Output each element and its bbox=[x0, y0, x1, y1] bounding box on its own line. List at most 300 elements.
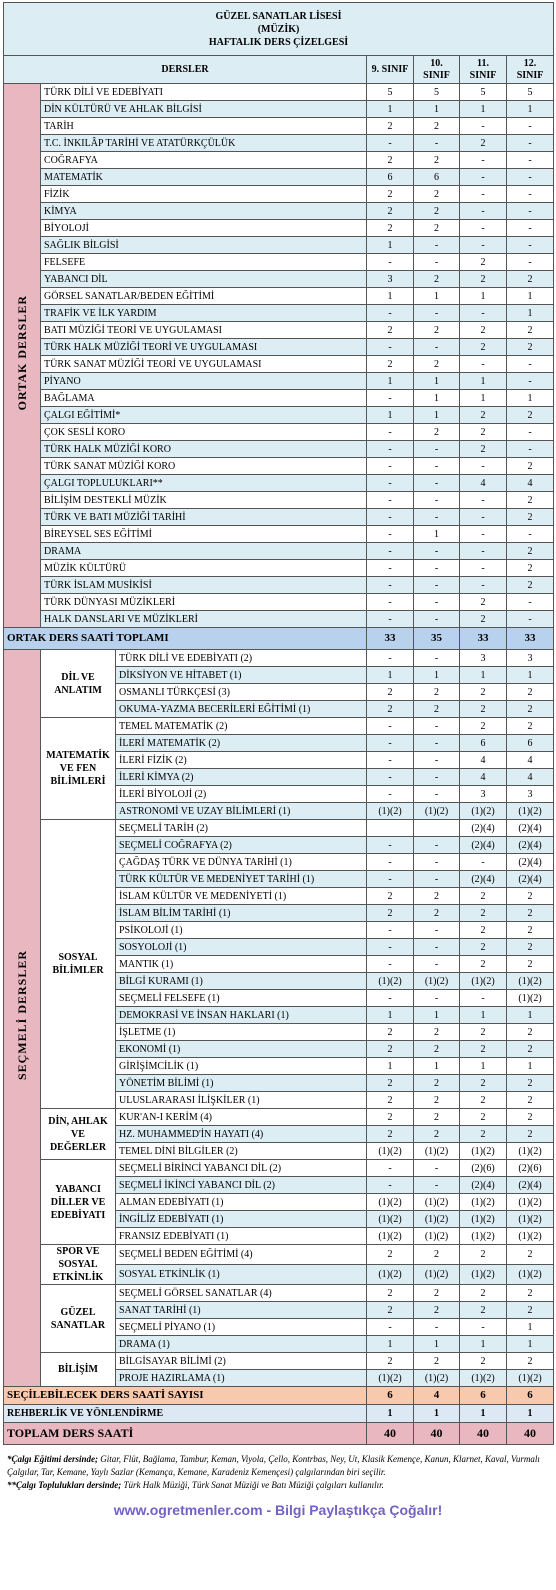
grade-value: 1 bbox=[367, 373, 414, 390]
grade-value: - bbox=[367, 939, 414, 956]
lesson-name: İNGİLİZ EDEBİYATI (1) bbox=[116, 1211, 367, 1228]
grade-value: 2 bbox=[460, 718, 507, 735]
lesson-name: TÜRK DİLİ VE EDEBİYATI bbox=[41, 84, 367, 101]
grade-value: 2 bbox=[507, 458, 554, 475]
grade-value: - bbox=[460, 356, 507, 373]
summary-row bbox=[4, 1387, 554, 1405]
grade-value: - bbox=[414, 871, 460, 888]
grade-value: - bbox=[414, 509, 460, 526]
table-row bbox=[4, 390, 554, 407]
table-row bbox=[4, 135, 554, 152]
table-row bbox=[4, 594, 554, 611]
grade-value: - bbox=[414, 769, 460, 786]
grade-value: - bbox=[507, 118, 554, 135]
grade-value: - bbox=[460, 203, 507, 220]
grade-value: (1)(2) bbox=[507, 1211, 554, 1228]
lesson-name: SEÇMELİ PİYANO (1) bbox=[116, 1319, 367, 1336]
grade-value: 2 bbox=[460, 322, 507, 339]
grade-value: (1)(2) bbox=[414, 1370, 460, 1387]
grade-value: 1 bbox=[507, 1336, 554, 1353]
grade-value: 2 bbox=[367, 1302, 414, 1319]
grade-value: (2)(6) bbox=[460, 1160, 507, 1177]
grade-value: (2)(4) bbox=[507, 1177, 554, 1194]
grade-value: 4 bbox=[460, 475, 507, 492]
grade-value: 2 bbox=[507, 339, 554, 356]
grade-value: - bbox=[367, 526, 414, 543]
grade-value: 2 bbox=[460, 922, 507, 939]
lesson-name: TEMEL MATEMATİK (2) bbox=[116, 718, 367, 735]
grade-value: 2 bbox=[414, 424, 460, 441]
grade-value: 2 bbox=[367, 356, 414, 373]
grade-value: (1)(2) bbox=[507, 1194, 554, 1211]
grade-value: 1 bbox=[460, 667, 507, 684]
summary-row bbox=[4, 1423, 554, 1445]
grade-value: - bbox=[460, 458, 507, 475]
lesson-name: ALMAN EDEBİYATI (1) bbox=[116, 1194, 367, 1211]
grade-value: - bbox=[367, 650, 414, 667]
grade-value: - bbox=[367, 769, 414, 786]
elective-group-label: BİLİŞİM bbox=[41, 1353, 116, 1387]
grade-value: 2 bbox=[460, 424, 507, 441]
grade-value: 2 bbox=[507, 1092, 554, 1109]
grade-value: 2 bbox=[414, 1285, 460, 1302]
grade-value: - bbox=[367, 854, 414, 871]
lesson-name: GİRİŞİMCİLİK (1) bbox=[116, 1058, 367, 1075]
grade-value: - bbox=[367, 956, 414, 973]
grade-value: 2 bbox=[460, 1075, 507, 1092]
grade-value: (1)(2) bbox=[414, 1265, 460, 1285]
grade-value: 2 bbox=[460, 1245, 507, 1265]
lesson-name: MANTIK (1) bbox=[116, 956, 367, 973]
grade-value: 4 bbox=[460, 769, 507, 786]
table-row bbox=[4, 1245, 554, 1265]
grade-value: 2 bbox=[507, 718, 554, 735]
grade-value: 3 bbox=[367, 271, 414, 288]
grade-value: 2 bbox=[414, 1041, 460, 1058]
title-line: HAFTALIK DERS ÇİZELGESİ bbox=[208, 36, 349, 48]
grade-value: - bbox=[414, 441, 460, 458]
grade-value: (1)(2) bbox=[507, 1265, 554, 1285]
grade-value: (2)(4) bbox=[460, 871, 507, 888]
lesson-name: ASTRONOMİ VE UZAY BİLİMLERİ (1) bbox=[116, 803, 367, 820]
elective-section-text: SEÇMELİ DERSLER bbox=[14, 950, 29, 1081]
grade-value: 1 bbox=[414, 373, 460, 390]
grade-value: (1)(2) bbox=[367, 1265, 414, 1285]
lesson-name: ÇALGI EĞİTİMİ* bbox=[41, 407, 367, 424]
lesson-name: ÇALGI TOPLULUKLARI** bbox=[41, 475, 367, 492]
grade-value: (1)(2) bbox=[460, 1370, 507, 1387]
grade-value: 2 bbox=[367, 701, 414, 718]
grade-value: - bbox=[460, 560, 507, 577]
grade-value: (1)(2) bbox=[460, 1143, 507, 1160]
grade-value: 2 bbox=[460, 684, 507, 701]
grade-value: 3 bbox=[460, 786, 507, 803]
grade-value: 6 bbox=[507, 1387, 554, 1405]
grade-header-11: 11. SINIF bbox=[460, 56, 507, 84]
grade-value: (2)(4) bbox=[507, 837, 554, 854]
grade-value: (1)(2) bbox=[414, 1194, 460, 1211]
grade-value: - bbox=[414, 305, 460, 322]
grade-value: - bbox=[414, 956, 460, 973]
grade-value: 2 bbox=[414, 322, 460, 339]
grade-value: (1)(2) bbox=[367, 973, 414, 990]
grade-value: - bbox=[414, 718, 460, 735]
lesson-name: HALK DANSLARI VE MÜZİKLERİ bbox=[41, 611, 367, 628]
grade-value: 1 bbox=[460, 1058, 507, 1075]
grade-value: - bbox=[460, 577, 507, 594]
grade-value: 1 bbox=[507, 1405, 554, 1423]
grade-value: - bbox=[367, 509, 414, 526]
grade-value: (1)(2) bbox=[414, 1211, 460, 1228]
elective-group-label: SOSYAL BİLİMLER bbox=[41, 820, 116, 1109]
grade-value: (1)(2) bbox=[414, 803, 460, 820]
grade-value bbox=[414, 820, 460, 837]
lesson-name: SAĞLIK BİLGİSİ bbox=[41, 237, 367, 254]
grade-value: - bbox=[367, 560, 414, 577]
table-row bbox=[4, 101, 554, 118]
grade-value: 2 bbox=[460, 1353, 507, 1370]
lesson-name: MÜZİK KÜLTÜRÜ bbox=[41, 560, 367, 577]
table-row bbox=[4, 203, 554, 220]
grade-value: 1 bbox=[507, 1058, 554, 1075]
table-row bbox=[4, 271, 554, 288]
grade-value: 6 bbox=[367, 169, 414, 186]
grade-value bbox=[367, 820, 414, 837]
grade-value: - bbox=[367, 424, 414, 441]
grade-value: - bbox=[460, 854, 507, 871]
grade-value: 1 bbox=[367, 288, 414, 305]
grade-value: 2 bbox=[367, 118, 414, 135]
grade-value: 1 bbox=[460, 288, 507, 305]
grade-value: 2 bbox=[414, 1126, 460, 1143]
grade-value: - bbox=[460, 118, 507, 135]
grade-value: 2 bbox=[367, 1285, 414, 1302]
grade-value: 2 bbox=[460, 956, 507, 973]
grade-value: 2 bbox=[460, 701, 507, 718]
grade-value: 2 bbox=[367, 1245, 414, 1265]
lesson-name: YABANCI DİL bbox=[41, 271, 367, 288]
lesson-name: COĞRAFYA bbox=[41, 152, 367, 169]
grade-value: 2 bbox=[507, 1285, 554, 1302]
grade-value: - bbox=[414, 135, 460, 152]
grade-value: 2 bbox=[367, 905, 414, 922]
grade-value: (1)(2) bbox=[507, 1143, 554, 1160]
lesson-name: SEÇMELİ BEDEN EĞİTİMİ (4) bbox=[116, 1245, 367, 1265]
grade-value: - bbox=[414, 611, 460, 628]
grade-value: - bbox=[460, 492, 507, 509]
grade-value: - bbox=[367, 786, 414, 803]
footnote-label: *Çalgı Eğitimi dersinde; bbox=[7, 1454, 99, 1464]
title-row bbox=[4, 3, 554, 56]
lesson-name: İLERİ BİYOLOJİ (2) bbox=[116, 786, 367, 803]
grade-value: (2)(6) bbox=[507, 1160, 554, 1177]
table-row bbox=[4, 458, 554, 475]
grade-value: 2 bbox=[507, 1109, 554, 1126]
grade-value: - bbox=[414, 475, 460, 492]
grade-value: 2 bbox=[367, 186, 414, 203]
grade-value: - bbox=[414, 1319, 460, 1336]
grade-value: (1)(2) bbox=[367, 1194, 414, 1211]
table-row bbox=[4, 220, 554, 237]
grade-value: 1 bbox=[460, 1336, 507, 1353]
grade-value: (1)(2) bbox=[367, 1143, 414, 1160]
grade-value: 4 bbox=[507, 475, 554, 492]
elective-group-label: DİN, AHLAK VE DEĞERLER bbox=[41, 1109, 116, 1160]
grade-value: - bbox=[414, 1177, 460, 1194]
grade-value: 2 bbox=[507, 1126, 554, 1143]
elective-group-label: DİL VE ANLATIM bbox=[41, 650, 116, 718]
lesson-name: TÜRK HALK MÜZİĞİ TEORİ VE UYGULAMASI bbox=[41, 339, 367, 356]
lesson-name: BİYOLOJİ bbox=[41, 220, 367, 237]
grade-value: 1 bbox=[414, 1336, 460, 1353]
grade-value: - bbox=[414, 492, 460, 509]
table-row bbox=[4, 577, 554, 594]
lesson-name: ÇOK SESLİ KORO bbox=[41, 424, 367, 441]
table-row bbox=[4, 356, 554, 373]
grade-value: 4 bbox=[507, 769, 554, 786]
grade-value: - bbox=[414, 735, 460, 752]
table-row bbox=[4, 543, 554, 560]
grade-value: 2 bbox=[507, 1302, 554, 1319]
grade-value: - bbox=[460, 305, 507, 322]
grade-value: 40 bbox=[460, 1423, 507, 1445]
grade-value: - bbox=[414, 594, 460, 611]
grade-value: - bbox=[507, 169, 554, 186]
grade-value: (1)(2) bbox=[507, 1370, 554, 1387]
grade-value: - bbox=[367, 441, 414, 458]
grade-value: 2 bbox=[460, 441, 507, 458]
grade-value: - bbox=[414, 786, 460, 803]
grade-value: 40 bbox=[414, 1423, 460, 1445]
elective-group-label: MATEMATİK VE FEN BİLİMLERİ bbox=[41, 718, 116, 820]
lesson-name: SEÇMELİ TARİH (2) bbox=[116, 820, 367, 837]
grade-value: 1 bbox=[414, 288, 460, 305]
grade-value: 2 bbox=[507, 577, 554, 594]
grade-value: 40 bbox=[507, 1423, 554, 1445]
grade-value: 1 bbox=[460, 1405, 507, 1423]
grade-value: (1)(2) bbox=[460, 1194, 507, 1211]
grade-value: 1 bbox=[460, 390, 507, 407]
table-row bbox=[4, 254, 554, 271]
table-row bbox=[4, 820, 554, 837]
summary-label: TOPLAM DERS SAATİ bbox=[4, 1423, 367, 1445]
grade-value: - bbox=[460, 186, 507, 203]
grade-value: - bbox=[367, 577, 414, 594]
grade-value: - bbox=[367, 871, 414, 888]
table-row bbox=[4, 288, 554, 305]
elective-section-label bbox=[4, 650, 41, 1387]
grade-value: - bbox=[507, 424, 554, 441]
grade-value: 2 bbox=[460, 1109, 507, 1126]
grade-value: - bbox=[367, 922, 414, 939]
grade-value: - bbox=[414, 254, 460, 271]
grade-value: - bbox=[414, 854, 460, 871]
grade-value: - bbox=[507, 441, 554, 458]
grade-value: - bbox=[414, 650, 460, 667]
grade-value: - bbox=[367, 305, 414, 322]
grade-value: 2 bbox=[507, 684, 554, 701]
grade-value: (2)(4) bbox=[460, 837, 507, 854]
grade-value: - bbox=[460, 990, 507, 1007]
grade-value: 1 bbox=[460, 373, 507, 390]
grade-value: - bbox=[507, 254, 554, 271]
grade-value: (1)(2) bbox=[507, 803, 554, 820]
grade-value: - bbox=[507, 135, 554, 152]
footnote-label: **Çalgı Toplulukları dersinde; bbox=[7, 1480, 122, 1490]
grade-value: - bbox=[507, 611, 554, 628]
lesson-name: TÜRK İSLAM MUSİKİSİ bbox=[41, 577, 367, 594]
grade-value: 2 bbox=[414, 701, 460, 718]
grade-value: - bbox=[414, 339, 460, 356]
lesson-name: OSMANLI TÜRKÇESİ (3) bbox=[116, 684, 367, 701]
table-row bbox=[4, 475, 554, 492]
grade-value: - bbox=[367, 1319, 414, 1336]
grade-value: 2 bbox=[507, 1075, 554, 1092]
grade-value: - bbox=[367, 492, 414, 509]
grade-value: (1)(2) bbox=[460, 1211, 507, 1228]
lesson-name: SOSYAL ETKİNLİK (1) bbox=[116, 1265, 367, 1285]
grade-value: 2 bbox=[367, 322, 414, 339]
grade-value: 2 bbox=[414, 1024, 460, 1041]
grade-value: 1 bbox=[367, 101, 414, 118]
grade-value: (2)(4) bbox=[460, 1177, 507, 1194]
grade-value: (1)(2) bbox=[367, 1370, 414, 1387]
grade-value: - bbox=[367, 135, 414, 152]
title-line: (MÜZİK) bbox=[257, 23, 300, 35]
grade-value: (1)(2) bbox=[367, 1228, 414, 1245]
grade-value: - bbox=[367, 611, 414, 628]
grade-value: 2 bbox=[367, 152, 414, 169]
grade-value: 2 bbox=[460, 254, 507, 271]
lesson-name: EKONOMİ (1) bbox=[116, 1041, 367, 1058]
grade-value: 3 bbox=[507, 650, 554, 667]
lesson-name: TÜRK DÜNYASI MÜZİKLERİ bbox=[41, 594, 367, 611]
lesson-name: TRAFİK VE İLK YARDIM bbox=[41, 305, 367, 322]
lesson-name: BİREYSEL SES EĞİTİMİ bbox=[41, 526, 367, 543]
lesson-name: OKUMA-YAZMA BECERİLERİ EĞİTİMİ (1) bbox=[116, 701, 367, 718]
lessons-header: DERSLER bbox=[4, 56, 367, 84]
table-row bbox=[4, 1109, 554, 1126]
grade-value: (2)(4) bbox=[507, 820, 554, 837]
grade-value: 2 bbox=[367, 1075, 414, 1092]
grade-value: 2 bbox=[414, 356, 460, 373]
table-row bbox=[4, 152, 554, 169]
grade-value: 2 bbox=[414, 1109, 460, 1126]
table-row bbox=[4, 650, 554, 667]
footnote-text: Türk Halk Müziği, Türk Sanat Müziği ve Batı Müziği çalgıları kullanılır. bbox=[121, 1480, 384, 1490]
grade-value: 2 bbox=[460, 594, 507, 611]
table-row bbox=[4, 526, 554, 543]
grade-value: (1)(2) bbox=[367, 803, 414, 820]
schedule-sheet bbox=[3, 2, 553, 1518]
grade-value: 1 bbox=[414, 1058, 460, 1075]
grade-value: 1 bbox=[367, 1336, 414, 1353]
elective-group-label: GÜZEL SANATLAR bbox=[41, 1285, 116, 1353]
grade-value: 2 bbox=[414, 203, 460, 220]
grade-value: 35 bbox=[414, 628, 460, 650]
lesson-name: PSİKOLOJİ (1) bbox=[116, 922, 367, 939]
lesson-name: TÜRK SANAT MÜZİĞİ TEORİ VE UYGULAMASI bbox=[41, 356, 367, 373]
grade-value: 2 bbox=[460, 1092, 507, 1109]
grade-value: 2 bbox=[507, 322, 554, 339]
table-row bbox=[4, 84, 554, 101]
grade-value: 2 bbox=[460, 1302, 507, 1319]
grade-value: (2)(4) bbox=[460, 820, 507, 837]
grade-value: 1 bbox=[414, 390, 460, 407]
table-row bbox=[4, 611, 554, 628]
grade-value: 1 bbox=[414, 407, 460, 424]
grade-value: 2 bbox=[507, 407, 554, 424]
grade-value: 2 bbox=[414, 1302, 460, 1319]
table-row bbox=[4, 424, 554, 441]
lesson-name: İSLAM KÜLTÜR VE MEDENİYETİ (1) bbox=[116, 888, 367, 905]
grade-value: 1 bbox=[507, 667, 554, 684]
grade-value: 1 bbox=[507, 305, 554, 322]
grade-value: 2 bbox=[414, 684, 460, 701]
grade-value: - bbox=[460, 169, 507, 186]
grade-value: - bbox=[460, 220, 507, 237]
grade-value: 2 bbox=[507, 922, 554, 939]
table-row bbox=[4, 407, 554, 424]
grade-value: 2 bbox=[507, 939, 554, 956]
grade-value: 2 bbox=[414, 1353, 460, 1370]
lesson-name: ULUSLARARASI İLİŞKİLER (1) bbox=[116, 1092, 367, 1109]
grade-value: 1 bbox=[367, 407, 414, 424]
lesson-name: YÖNETİM BİLİMİ (1) bbox=[116, 1075, 367, 1092]
lesson-name: FİZİK bbox=[41, 186, 367, 203]
grade-value: 2 bbox=[460, 1041, 507, 1058]
grade-value: (1)(2) bbox=[414, 1143, 460, 1160]
table-row bbox=[4, 118, 554, 135]
grade-value: 2 bbox=[367, 203, 414, 220]
lesson-name: TÜRK VE BATI MÜZİĞİ TARİHİ bbox=[41, 509, 367, 526]
lesson-name: SEÇMELİ İKİNCİ YABANCI DİL (2) bbox=[116, 1177, 367, 1194]
grade-value: - bbox=[507, 220, 554, 237]
lesson-name: İLERİ MATEMATİK (2) bbox=[116, 735, 367, 752]
lesson-name: İLERİ KİMYA (2) bbox=[116, 769, 367, 786]
grade-value: 2 bbox=[367, 1092, 414, 1109]
grade-value: (1)(2) bbox=[460, 1228, 507, 1245]
common-section-label bbox=[4, 84, 41, 628]
lesson-name: SEÇMELİ COĞRAFYA (2) bbox=[116, 837, 367, 854]
site-footer-link[interactable]: www.ogretmenler.com - Bilgi Paylaştıkça Çoğalır! bbox=[113, 1502, 443, 1518]
grade-value: 2 bbox=[414, 1245, 460, 1265]
grade-value: 1 bbox=[367, 1007, 414, 1024]
grade-value: - bbox=[367, 718, 414, 735]
grade-value: 2 bbox=[460, 905, 507, 922]
grade-value: - bbox=[367, 1177, 414, 1194]
grade-value: 2 bbox=[507, 1024, 554, 1041]
grade-value: 1 bbox=[367, 667, 414, 684]
grade-value: - bbox=[367, 990, 414, 1007]
grade-value: 2 bbox=[460, 271, 507, 288]
footnote-text: Gitar, Flüt, Bağlama, Tambur, Keman, Viyola, Çello, Kontrbas, Ney, Ut, Klasik Kemençe, Kanun, Klarnet, Kaval, Vurmalı Çalgılar, Tar, Kemane, Yaylı Sazlar (Kemança, Kemane, Karadeniz Kemençesi) çalgılarından biri seçilir. bbox=[7, 1454, 540, 1477]
lesson-name: SOSYOLOJİ (1) bbox=[116, 939, 367, 956]
grade-value: 1 bbox=[367, 1058, 414, 1075]
grade-value: 2 bbox=[414, 888, 460, 905]
summary-row bbox=[4, 1405, 554, 1423]
grade-value: - bbox=[367, 1160, 414, 1177]
lesson-name: KİMYA bbox=[41, 203, 367, 220]
grade-value: 6 bbox=[460, 735, 507, 752]
grade-value: 2 bbox=[507, 1041, 554, 1058]
table-row bbox=[4, 492, 554, 509]
grade-value: 2 bbox=[507, 543, 554, 560]
grade-value: 3 bbox=[507, 786, 554, 803]
grade-value: 33 bbox=[507, 628, 554, 650]
summary-label: REHBERLİK VE YÖNLENDİRME bbox=[4, 1405, 367, 1423]
common-total-row bbox=[4, 628, 554, 650]
